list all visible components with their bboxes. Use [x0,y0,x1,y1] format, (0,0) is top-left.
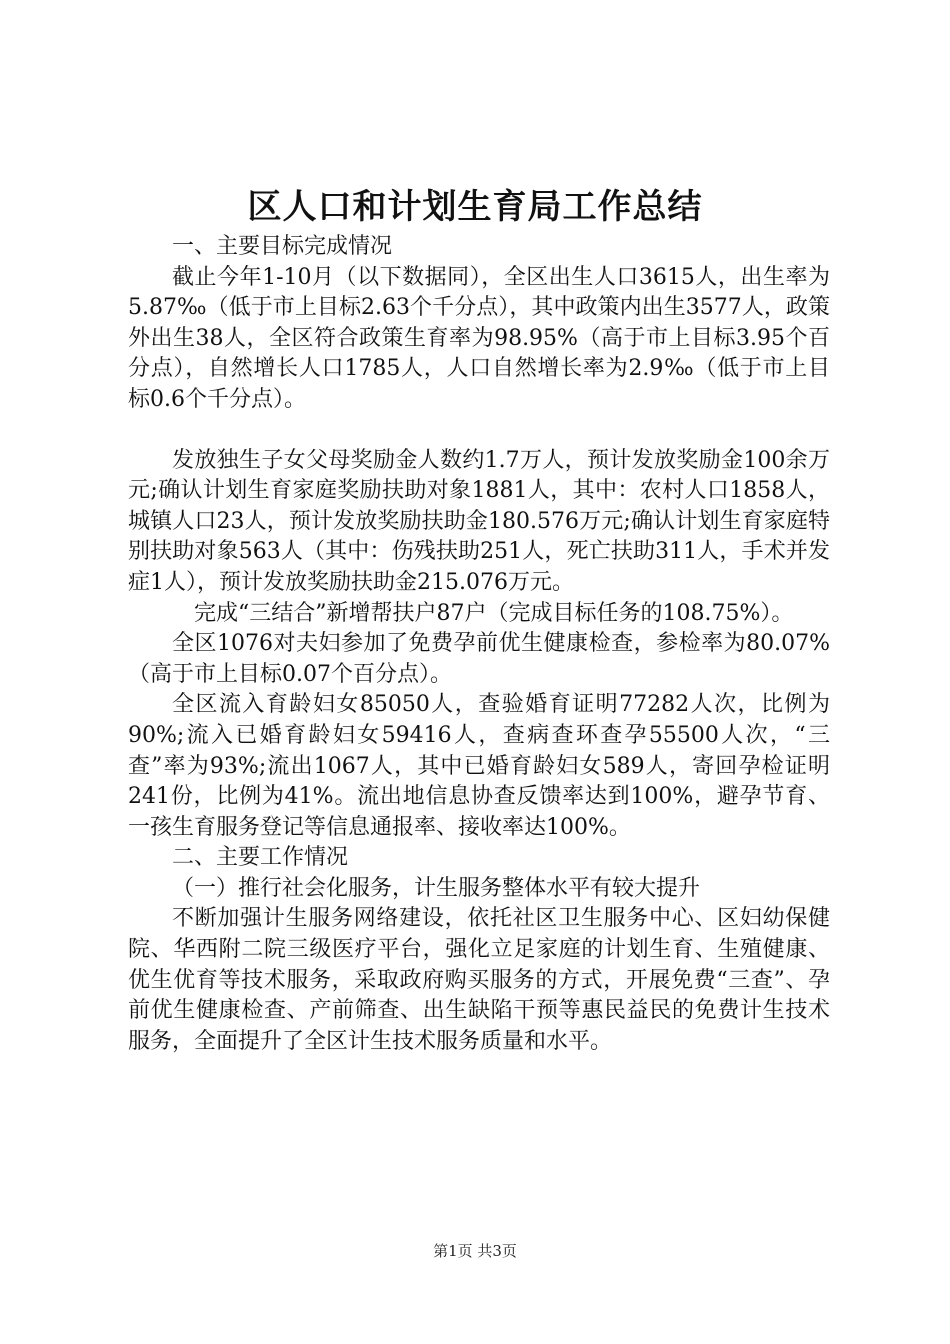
paragraph-floating-population: 全区流入育龄妇女85050人，查验婚育证明77282人次，比例为90%;流入已婚育龄妇女59416人，查病查环查孕55500人次，“三查”率为93%;流出1067人，其中已婚育龄妇女589人，寄回孕检证明241份，比例为41%。流出地信息协查反馈率达到100%，避孕节育、一孩生育服务登记等信息通报率、接收率达100%。 [128,692,830,840]
subsection-heading-1: （一）推行社会化服务，计生服务整体水平有较大提升 [172,875,701,901]
paragraph-pregnancy-checkup: 全区1076对夫妇参加了免费孕前优生健康检查，参检率为80.07%（高于市上目标0.07个百分点）。 [128,631,830,687]
paragraph-san-jiehe: 完成“三结合”新增帮扶户87户（完成目标任务的108.75%）。 [194,600,794,626]
paragraph-reward-funds: 发放独生子女父母奖励金人数约1.7万人，预计发放奖励金100余万元;确认计划生育家庭奖励扶助对象1881人，其中：农村人口1858人，城镇人口23人，预计发放奖励扶助金180.576万元;确认计划生育家庭特别扶助对象563人（其中：伤残扶助251人，死亡扶助311人，手术并发症1人），预计发放奖励扶助金215.076万元。 [128,447,830,595]
section-heading-2: 二、主要工作情况 [172,845,349,871]
paragraph-service-network: 不断加强计生服务网络建设，依托社区卫生服务中心、区妇幼保健院、华西附二院三级医疗平台，强化立足家庭的计划生育、生殖健康、优生优育等技术服务，采取政府购买服务的方式，开展免费“三查”、孕前优生健康检查、产前筛查、出生缺陷干预等惠民益民的免费计生技术服务，全面提升了全区计生技术服务质量和水平。 [128,906,830,1054]
section-heading-1: 一、主要目标完成情况 [172,234,393,259]
paragraph-birth-statistics: 截止今年1-10月（以下数据同），全区出生人口3615人，出生率为5.87‰（低于市上目标2.63个千分点），其中政策内出生3577人，政策外出生38人，全区符合政策生育率为98.95%（高于市上目标3.95个百分点），自然增长人口1785人，人口自然增长率为2.9‰（低于市上目标0.6个千分点）。 [128,264,830,412]
document-title: 区人口和计划生育局工作总结 [247,187,703,227]
page-number-footer: 第1页 共3页 [433,1242,517,1260]
document-body [128,232,830,1057]
